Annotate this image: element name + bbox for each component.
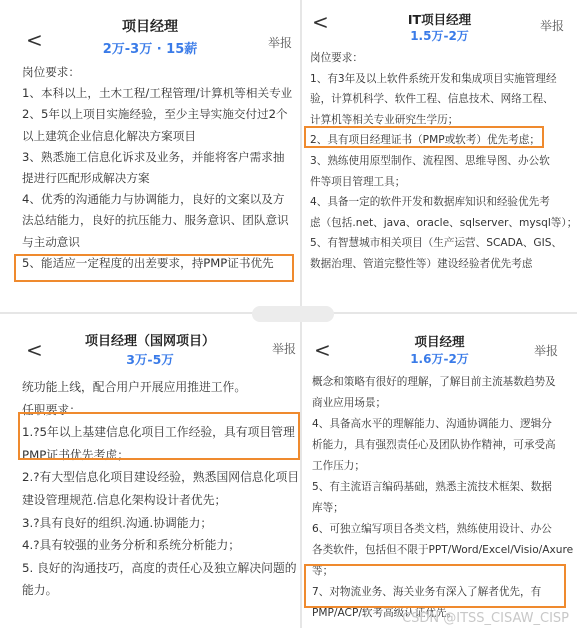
description-line: 验，计算机科学、软件工程、信息技术、网络工程、 [310, 93, 554, 106]
description-line: 虑（包括.net、java、oracle、sqlserver、mysql等）； [310, 216, 577, 229]
description-line: 数据治理、管道完整性等）建设经验者优先考虑 [310, 257, 533, 270]
job-description [22, 62, 292, 274]
job-card-project-manager-1 [0, 0, 300, 310]
report-button[interactable]: 举报 [534, 344, 559, 358]
description-line: 岗位要求： [22, 65, 80, 79]
description-line: 4、优秀的沟通能力与协调能力，良好的文案以及方 [22, 192, 285, 207]
job-card-it-project-manager [302, 0, 577, 310]
description-line: 计算机等相关专业研究生学历； [310, 113, 459, 126]
description-line: 1、本科以上，土木工程/工程管理/计算机等相关专业 [22, 86, 293, 101]
salary-range: 1.6万-2万 [410, 352, 469, 366]
description-line: 3、熟悉施工信息化诉求及业务，并能将客户需求抽 [22, 149, 285, 164]
back-arrow-icon[interactable]: < [26, 338, 43, 362]
back-arrow-icon[interactable]: < [314, 338, 331, 362]
job-title: IT项目经理 [407, 12, 472, 27]
description-line: 5、有主流语言编码基础，熟悉主流技术框架、数据 [312, 481, 552, 493]
description-line: 1、有3年及以上软件系统开发和集成项目实施管理经 [310, 72, 557, 85]
job-title: 项目经理 [122, 19, 178, 35]
back-arrow-icon[interactable]: < [312, 10, 329, 34]
description-line: 4、具备一定的软件开发和数据库知识和经验优先考 [310, 196, 550, 209]
description-line: 与主动意识 [22, 234, 80, 249]
job-description [310, 48, 577, 275]
description-line: 建设管理规范.信息化架构设计者优先； [22, 492, 227, 507]
job-card-state-grid-project-manager [0, 320, 300, 628]
description-line: 能力。 [22, 583, 58, 598]
job-card-project-manager-2 [302, 320, 577, 628]
job-title: 项目经理 [414, 334, 465, 349]
description-line: 2、5年以上项目实施经验，至少主导实施交付过2个 [22, 107, 288, 122]
salary-range: 2万-3万 · 15薪 [102, 42, 198, 57]
highlight-box [18, 412, 300, 460]
highlight-box [14, 254, 294, 282]
highlight-box [304, 126, 544, 148]
description-line: 5、能适应一定程度的出差要求，持PMP证书优先 [22, 255, 274, 270]
description-line: 析能力，具有强烈责任心及团队协作精神，可承受高 [312, 439, 556, 451]
description-line: PMP/ACP/软考高级认证优先。 [312, 607, 458, 619]
description-line: PMP证书优先考虑； [22, 447, 129, 462]
description-line: 4.?具有较强的业务分析和系统分析能力； [22, 538, 241, 553]
description-line: 5. 良好的沟通技巧，高度的责任心及独立解决问题的 [22, 560, 297, 575]
report-button[interactable]: 举报 [268, 36, 293, 50]
description-line: 提进行匹配形成解决方案 [22, 171, 150, 186]
job-title: 项目经理（国网项目） [84, 334, 215, 349]
description-line: 3.?具有良好的组织.沟通.协调能力； [22, 515, 213, 530]
blurred-overlay [252, 306, 334, 322]
watermark: CSDN @ITSS_CISAW_CISP [402, 611, 569, 626]
report-button[interactable]: 举报 [540, 19, 565, 33]
description-line: 6、可独立编写项目各类文档，熟练使用设计、办公 [312, 523, 552, 535]
description-line: 任职要求： [22, 402, 81, 417]
description-line: 法总结能力，良好的抗压能力、服务意识、团队意识 [22, 213, 289, 228]
description-line: 工作压力； [312, 460, 365, 472]
description-line: 各类软件，包括但不限于PPT/Word/Excel/Visio/Axure [312, 544, 574, 556]
description-line: 等； [312, 565, 334, 577]
description-line: 统功能上线，配合用户开展应用推进工作。 [22, 380, 247, 394]
job-description [22, 376, 299, 602]
description-line: 2.?有大型信息化项目建设经验，熟悉国网信息化项目 [22, 470, 300, 485]
description-line: 7、对物流业务、海关业务有深入了解者优先，有 [312, 586, 542, 598]
back-arrow-icon[interactable]: < [26, 28, 43, 52]
description-line: 岗位要求： [310, 52, 363, 64]
description-line: 1.?5年以上基建信息化项目工作经验，具有项目管理 [22, 425, 295, 440]
report-button[interactable]: 举报 [272, 342, 297, 356]
salary-range: 3万-5万 [126, 352, 174, 367]
description-line: 4、具备高水平的理解能力、沟通协调能力、逻辑分 [312, 418, 552, 430]
description-line: 商业应用场景； [312, 397, 387, 409]
salary-range: 1.5万-2万 [410, 29, 469, 43]
highlight-box [304, 564, 566, 608]
description-line: 概念和策略有很好的理解，了解目前主流基数趋势及 [312, 376, 556, 388]
description-line: 3、熟练使用原型制作、流程图、思维导图、办公软 [310, 154, 550, 167]
description-line: 件等项目管理工具； [310, 175, 406, 188]
description-line: 2、具有项目经理证书（PMP或软考）优先考虑； [310, 134, 540, 147]
description-line: 库等； [312, 502, 344, 514]
description-line: 以上建筑企业信息化解决方案项目 [22, 128, 196, 143]
description-line: 5、有智慧城市相关项目（生产运营、SCADA、GIS、 [310, 237, 563, 250]
